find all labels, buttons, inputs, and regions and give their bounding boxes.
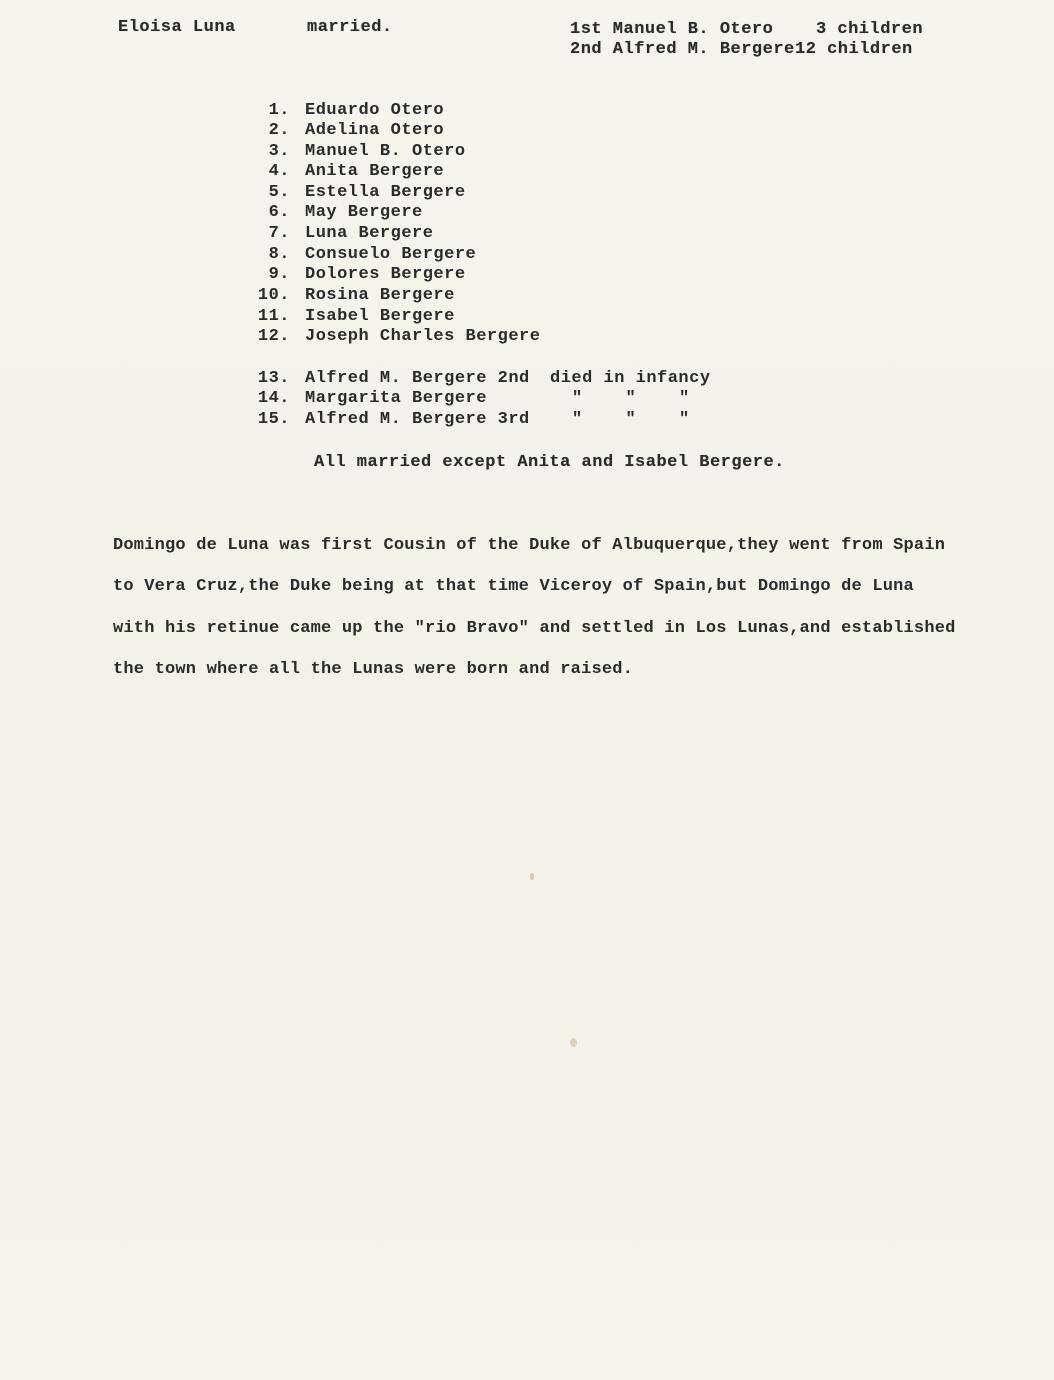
list-item-number: 13.	[257, 369, 290, 388]
list-item-name: Margarita Bergere	[305, 389, 487, 408]
list-item-number: 12.	[257, 327, 290, 346]
list-item-note: " " "	[572, 410, 690, 429]
list-item-name: Anita Bergere	[305, 162, 445, 181]
paragraph-line: the town where all the Lunas were born and raised.	[113, 660, 634, 679]
header-spouse-1: 1st Manuel B. Otero	[570, 20, 774, 39]
list-item-number: 8.	[268, 245, 290, 264]
married-note: All married except Anita and Isabel Bergere.	[314, 453, 785, 472]
paper-stain	[530, 873, 534, 880]
list-item-name: Isabel Bergere	[305, 307, 455, 326]
list-item-number: 7.	[268, 224, 290, 243]
list-item-name: Consuelo Bergere	[305, 245, 477, 264]
list-item-number: 3.	[268, 142, 290, 161]
list-item-number: 11.	[257, 307, 290, 326]
list-item-number: 2.	[268, 121, 290, 140]
list-item-number: 6.	[268, 203, 290, 222]
list-item-name: Eduardo Otero	[305, 101, 445, 120]
list-item-name: Manuel B. Otero	[305, 142, 466, 161]
paragraph-line: to Vera Cruz,the Duke being at that time Viceroy of Spain,but Domingo de Luna	[113, 577, 914, 596]
list-item-note: died in infancy	[550, 369, 711, 388]
list-item-name: Adelina Otero	[305, 121, 445, 140]
list-item-name: Joseph Charles Bergere	[305, 327, 541, 346]
list-item-number: 9.	[268, 265, 290, 284]
header-status: married.	[307, 18, 393, 37]
paper-stain	[570, 1038, 577, 1047]
paragraph-line: with his retinue came up the "rio Bravo" and settled in Los Lunas,and established	[113, 619, 956, 638]
paragraph-line: Domingo de Luna was first Cousin of the Duke of Albuquerque,they went from Spain	[113, 536, 946, 555]
list-item-number: 4.	[268, 162, 290, 181]
list-item-name: Estella Bergere	[305, 183, 466, 202]
list-item-note: " " "	[572, 389, 690, 408]
list-item-number: 14.	[257, 389, 290, 408]
list-item-number: 15.	[257, 410, 290, 429]
list-item-name: Alfred M. Bergere 2nd	[305, 369, 530, 388]
list-item-name: May Bergere	[305, 203, 423, 222]
list-item-name: Alfred M. Bergere 3rd	[305, 410, 530, 429]
list-item-name: Dolores Bergere	[305, 265, 466, 284]
header-name: Eloisa Luna	[118, 18, 236, 37]
header-spouse-2: 2nd Alfred M. Bergere	[570, 40, 795, 59]
list-item-name: Luna Bergere	[305, 224, 434, 243]
list-item-number: 1.	[268, 101, 290, 120]
list-item-number: 5.	[268, 183, 290, 202]
header-spouse-1-children: 3 children	[816, 20, 924, 39]
list-item-name: Rosina Bergere	[305, 286, 455, 305]
header-spouse-2-children: 12 children	[795, 40, 913, 59]
list-item-number: 10.	[257, 286, 290, 305]
